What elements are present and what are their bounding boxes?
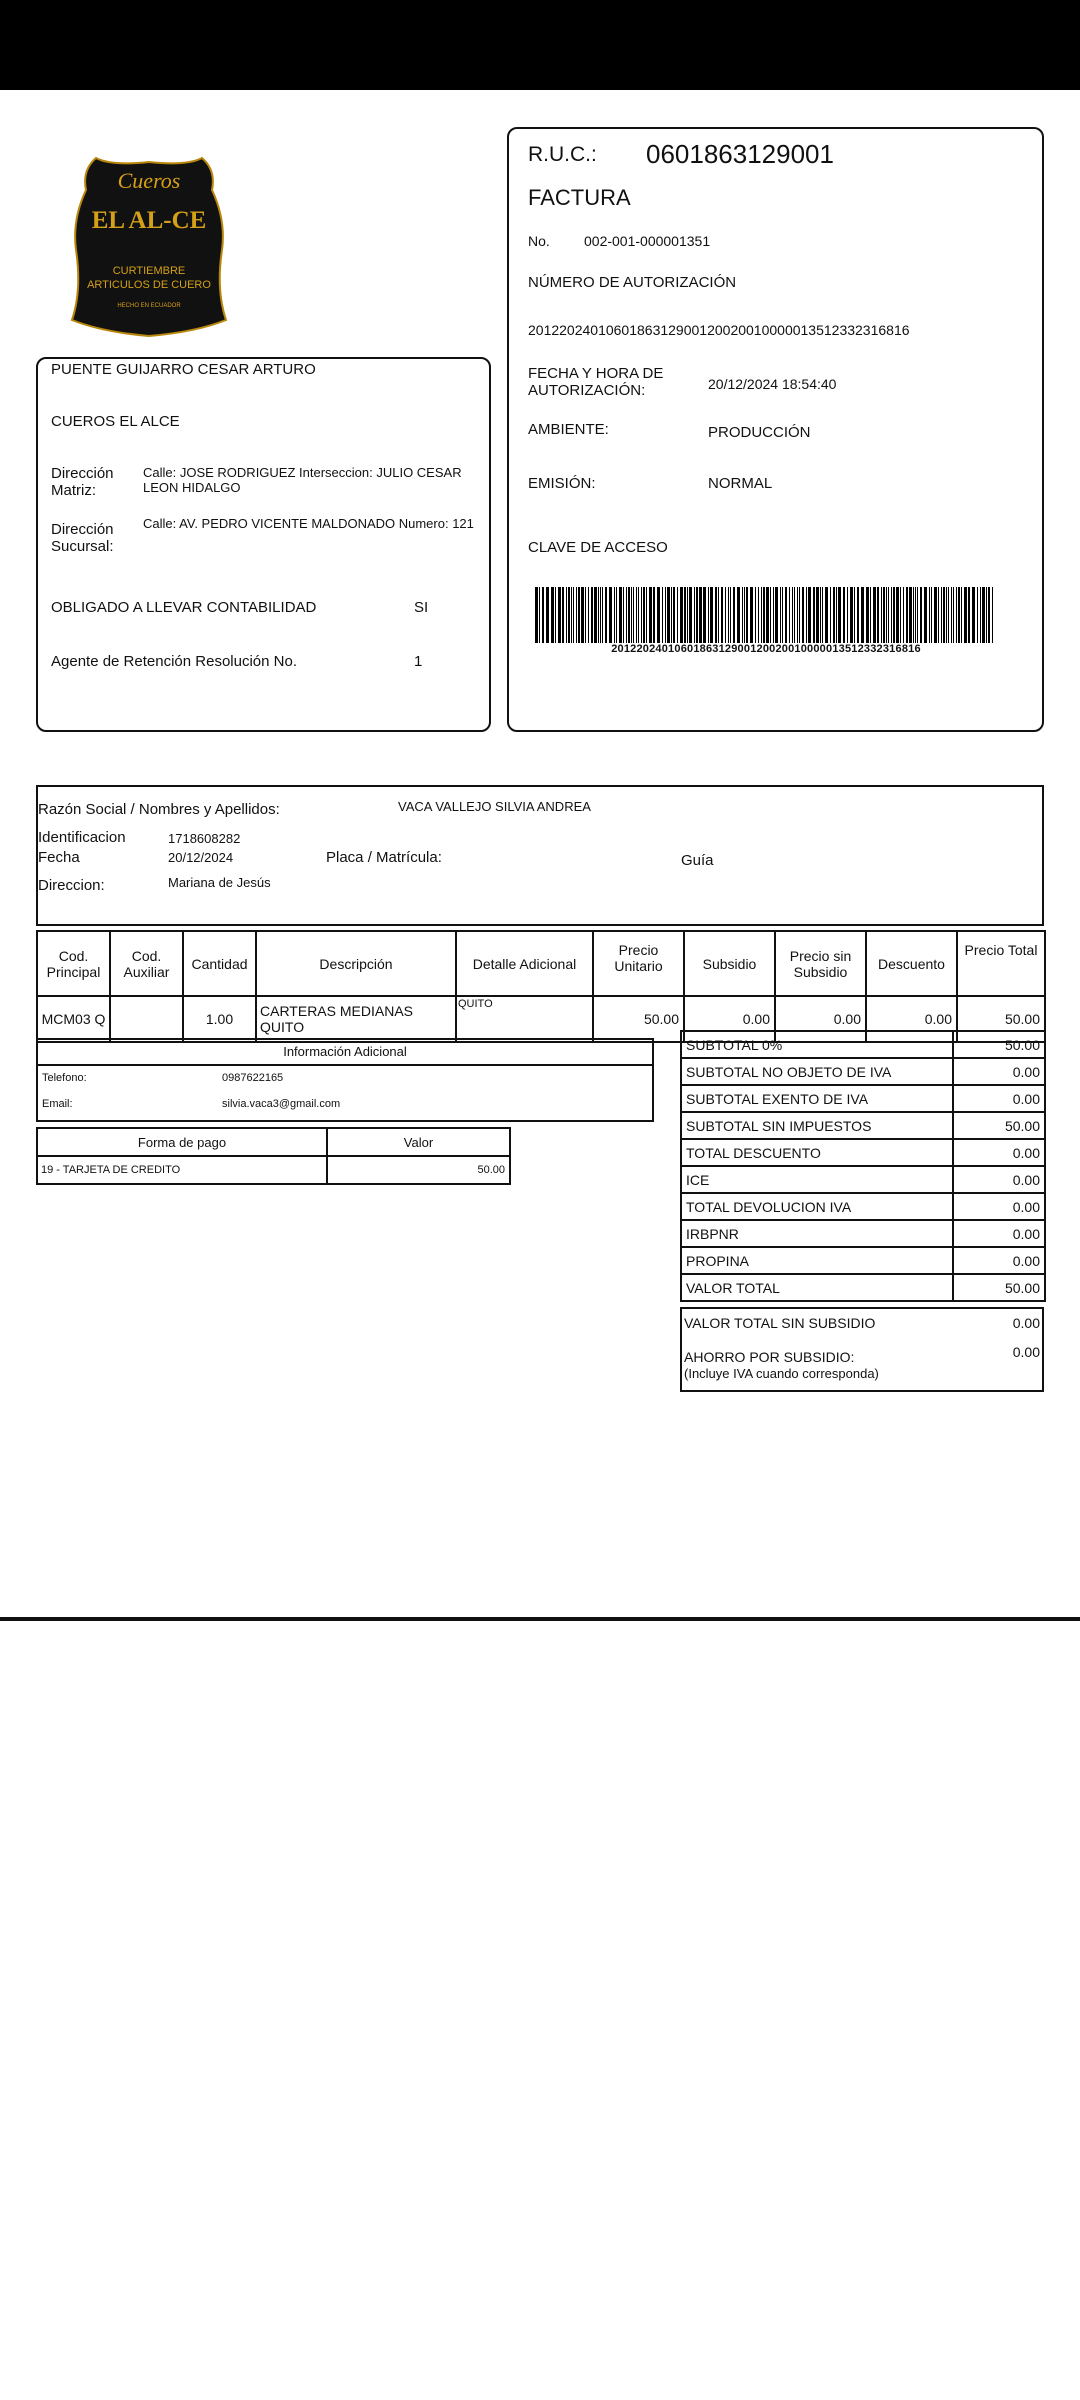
totals-value: 0.00 [953, 1085, 1045, 1112]
barcode-bar [755, 587, 756, 643]
dir-matriz-label: Dirección Matriz: [51, 465, 114, 499]
barcode-bar [728, 587, 729, 643]
barcode-bar [671, 587, 672, 643]
totals-label: IRBPNR [681, 1220, 953, 1247]
barcode-bar [822, 587, 823, 643]
barcode-bar [657, 587, 660, 643]
contab-value: SI [414, 599, 429, 616]
barcode-bar [797, 587, 798, 643]
barcode-bar [653, 587, 655, 643]
barcode-bar [551, 587, 554, 643]
id-label: Identificacion [38, 829, 126, 846]
barcode-bar [766, 587, 769, 643]
barcode-bar [758, 587, 759, 643]
barcode-bar [665, 587, 666, 643]
emision-label: EMISIÓN: [528, 475, 596, 492]
logo-line2: EL AL-CE [91, 207, 207, 234]
barcode-bar [903, 587, 904, 643]
barcode-bar [725, 587, 726, 643]
payment-col2: Valor [327, 1128, 510, 1156]
barcode-bar [785, 587, 787, 643]
cell-subsidio: 0.00 [684, 996, 775, 1042]
barcode-bar [953, 587, 954, 643]
logo-line1: Cueros [117, 168, 181, 193]
barcode-bar [799, 587, 800, 643]
totals-label: PROPINA [681, 1247, 953, 1274]
barcode-bar [710, 587, 713, 643]
guia-label: Guía [681, 852, 714, 869]
totals-label: TOTAL DESCUENTO [681, 1139, 953, 1166]
barcode-bar [913, 587, 914, 643]
totals-value: 0.00 [953, 1247, 1045, 1274]
barcode-bar [802, 587, 804, 643]
totals-row [681, 1139, 1045, 1166]
barcode-bar [689, 587, 692, 643]
barcode-bar [938, 587, 939, 643]
barcode-bar [988, 587, 990, 643]
barcode-bar [585, 587, 586, 643]
cell-descripcion: CARTERAS MEDIANAS QUITO [256, 996, 456, 1042]
barcode-bar [958, 587, 960, 643]
payment-amount: 50.00 [327, 1156, 510, 1184]
barcode-bar [602, 587, 603, 643]
barcode-bar [576, 587, 577, 643]
barcode-text: 2012202401060186312900120020010000013512332316816 [611, 643, 921, 655]
header-descripcion: Descripción [256, 931, 456, 996]
barcode-bar [581, 587, 584, 643]
barcode-bar [946, 587, 947, 643]
barcode-bar [870, 587, 871, 643]
totals-row [681, 1085, 1045, 1112]
barcode-bar [886, 587, 887, 643]
issuer-trade-name: CUEROS EL ALCE [51, 413, 180, 430]
barcode-bar [900, 587, 901, 643]
tel-value: 0987622165 [222, 1072, 284, 1084]
barcode-bar [598, 587, 599, 643]
barcode-bar [623, 587, 624, 643]
barcode-bar [761, 587, 762, 643]
header-cod-auxiliar: Cod. Auxiliar [110, 931, 183, 996]
totals-label: SUBTOTAL EXENTO DE IVA [681, 1085, 953, 1112]
barcode-bar [881, 587, 882, 643]
barcode-bar [982, 587, 985, 643]
barcode-bar [830, 587, 831, 643]
barcode-bar [605, 587, 607, 643]
barcode-bar [866, 587, 869, 643]
barcode-bar [850, 587, 853, 643]
barcode-bar [956, 587, 957, 643]
barcode-bar [718, 587, 719, 643]
barcode-bar [792, 587, 793, 643]
barcode-bar [896, 587, 899, 643]
barcode-bar [992, 587, 993, 643]
clave-label: CLAVE DE ACCESO [528, 539, 668, 556]
barcode-bar [836, 587, 837, 643]
items-table [36, 930, 1046, 1043]
cell-detalle: QUITO [456, 996, 593, 1042]
barcode-bar [931, 587, 932, 643]
emision-value: NORMAL [708, 475, 773, 492]
barcode-bar [888, 587, 889, 643]
barcode-bar [977, 587, 978, 643]
barcode-bar [594, 587, 597, 643]
barcode-bar [806, 587, 807, 643]
barcode-bar [680, 587, 683, 643]
barcode-bar [980, 587, 981, 643]
info-title: Información Adicional [38, 1040, 652, 1066]
barcode-bar [703, 587, 706, 643]
totals-value: 0.00 [953, 1166, 1045, 1193]
totals-value: 0.00 [953, 1220, 1045, 1247]
barcode-bar [972, 587, 975, 643]
cell-descuento: 0.00 [866, 996, 957, 1042]
direccion-label: Direccion: [38, 877, 105, 894]
barcode-bar [546, 587, 549, 643]
barcode-bar [782, 587, 783, 643]
barcode-bar [566, 587, 567, 643]
no-value: 002-001-000001351 [584, 233, 711, 249]
issuer-name: PUENTE GUIJARRO CESAR ARTURO [51, 361, 316, 378]
ambiente-label: AMBIENTE: [528, 421, 609, 438]
barcode-bar [578, 587, 580, 643]
barcode-bar [558, 587, 561, 643]
barcode-bar [861, 587, 864, 643]
barcode [535, 587, 997, 643]
barcode-bar [631, 587, 632, 643]
barcode-bar [571, 587, 572, 643]
tel-label: Telefono: [42, 1072, 87, 1084]
barcode-bar [542, 587, 544, 643]
barcode-bar [643, 587, 645, 643]
barcode-bar [961, 587, 962, 643]
payment-table [36, 1127, 511, 1185]
payment-col1: Forma de pago [37, 1128, 327, 1156]
totals-row [681, 1247, 1045, 1274]
top-bar [0, 0, 1080, 90]
barcode-bar [929, 587, 930, 643]
barcode-bar [838, 587, 841, 643]
totals-table [680, 1030, 1046, 1302]
header-detalle: Detalle Adicional [456, 931, 593, 996]
totals-row [681, 1274, 1045, 1301]
barcode-bar [708, 587, 709, 643]
barcode-bar [808, 587, 811, 643]
barcode-bar [816, 587, 819, 643]
barcode-bar [619, 587, 622, 643]
dir-sucursal-label: Dirección Sucursal: [51, 521, 114, 555]
subsidy-box [680, 1307, 1044, 1392]
barcode-bar [673, 587, 675, 643]
barcode-bar [742, 587, 743, 643]
customer-box [36, 785, 1044, 926]
totals-label: TOTAL DEVOLUCION IVA [681, 1193, 953, 1220]
barcode-bar [941, 587, 942, 643]
barcode-bar [677, 587, 678, 643]
barcode-bar [820, 587, 821, 643]
razon-label: Razón Social / Nombres y Apellidos: [38, 801, 280, 818]
ruc-value: 0601863129001 [646, 139, 834, 169]
cell-precio-total: 50.00 [957, 996, 1045, 1042]
barcode-bar [730, 587, 731, 643]
totals-value: 0.00 [953, 1193, 1045, 1220]
barcode-bar [662, 587, 663, 643]
razon-value: VACA VALLEJO SILVIA ANDREA [398, 799, 591, 814]
barcode-bar [883, 587, 885, 643]
barcode-bar [694, 587, 695, 643]
cell-cantidad: 1.00 [183, 996, 256, 1042]
barcode-bar [609, 587, 612, 643]
ambiente-value: PRODUCCIÓN [708, 424, 811, 441]
barcode-bar [943, 587, 945, 643]
leather-logo [66, 150, 232, 342]
barcode-bar [626, 587, 627, 643]
barcode-bar [667, 587, 670, 643]
barcode-bar [964, 587, 967, 643]
contab-label: OBLIGADO A LLEVAR CONTABILIDAD [51, 599, 317, 616]
retencion-value: 1 [414, 653, 423, 670]
totals-label: SUBTOTAL SIN IMPUESTOS [681, 1112, 953, 1139]
barcode-bar [986, 587, 987, 643]
barcode-bar [948, 587, 949, 643]
totals-label: ICE [681, 1166, 953, 1193]
barcode-bar [794, 587, 795, 643]
direccion-value: Mariana de Jesús [168, 875, 271, 890]
totals-label: SUBTOTAL 0% [681, 1031, 953, 1058]
barcode-bar [843, 587, 845, 643]
logo-line5: HECHO EN ECUADOR [117, 303, 181, 309]
totals-row [681, 1031, 1045, 1058]
barcode-bar [968, 587, 970, 643]
ruc-label: R.U.C.: [528, 143, 597, 166]
items-header-row [37, 931, 1045, 996]
barcode-bar [646, 587, 647, 643]
retencion-label: Agente de Retención Resolución No. [51, 653, 297, 670]
barcode-bar [775, 587, 778, 643]
barcode-bar [847, 587, 848, 643]
no-label: No. [528, 233, 550, 249]
email-value: silvia.vaca3@gmail.com [222, 1098, 341, 1110]
logo-line4: ARTICULOS DE CUERO [87, 279, 211, 291]
fecha-label: Fecha [38, 849, 80, 866]
barcode-bar [915, 587, 916, 643]
cell-precio-sin-subsidio: 0.00 [775, 996, 866, 1042]
header-precio-total: Precio Total [957, 931, 1045, 996]
barcode-bar [873, 587, 876, 643]
barcode-bar [573, 587, 574, 643]
totals-value: 0.00 [953, 1139, 1045, 1166]
barcode-bar [614, 587, 615, 643]
barcode-bar [924, 587, 927, 643]
barcode-bar [555, 587, 556, 643]
barcode-bar [616, 587, 617, 643]
cell-precio-unitario: 50.00 [593, 996, 684, 1042]
logo-line3: CURTIEMBRE [112, 265, 186, 277]
barcode-bar [539, 587, 540, 643]
header-cod-principal: Cod. Principal [37, 931, 110, 996]
barcode-bar [744, 587, 745, 643]
barcode-bar [535, 587, 538, 643]
auth-label: NÚMERO DE AUTORIZACIÓN [528, 274, 737, 291]
barcode-bar [770, 587, 771, 643]
fecha-auth-label: FECHA Y HORA DE AUTORIZACIÓN: [528, 365, 664, 399]
barcode-bar [733, 587, 735, 643]
ahorro-label: AHORRO POR SUBSIDIO: [684, 1349, 855, 1365]
fecha-auth-value: 20/12/2024 18:54:40 [708, 376, 837, 392]
placa-label: Placa / Matrícula: [326, 849, 442, 866]
barcode-bar [721, 587, 723, 643]
barcode-bar [737, 587, 740, 643]
totals-row [681, 1193, 1045, 1220]
barcode-bar [633, 587, 634, 643]
barcode-bar [857, 587, 859, 643]
barcode-bar [789, 587, 790, 643]
barcode-bar [715, 587, 717, 643]
barcode-bar [636, 587, 637, 643]
barcode-bar [917, 587, 918, 643]
invoice-box [507, 127, 1044, 732]
doc-type: FACTURA [528, 185, 631, 210]
barcode-bar [628, 587, 630, 643]
id-value: 1718608282 [168, 831, 241, 846]
info-box [36, 1038, 654, 1122]
barcode-bar [746, 587, 748, 643]
totals-value: 0.00 [953, 1058, 1045, 1085]
barcode-bar [773, 587, 774, 643]
barcode-bar [951, 587, 952, 643]
totals-value: 50.00 [953, 1274, 1045, 1301]
barcode-bar [649, 587, 652, 643]
fecha-value: 20/12/2024 [168, 850, 234, 865]
barcode-bar [641, 587, 642, 643]
barcode-bar [780, 587, 781, 643]
barcode-bar [854, 587, 855, 643]
auth-value: 2012202401060186312900120020010000013512332316816 [528, 322, 910, 338]
barcode-bar [600, 587, 601, 643]
barcode-bar [591, 587, 593, 643]
barcode-bar [696, 587, 698, 643]
dir-matriz-value: Calle: JOSE RODRIGUEZ Interseccion: JULIO CESAR LEON HIDALGO [143, 465, 462, 495]
ahorro-note: (Incluye IVA cuando corresponda) [684, 1366, 879, 1381]
totals-row [681, 1166, 1045, 1193]
page-divider [0, 1617, 1080, 1621]
barcode-bar [684, 587, 686, 643]
totals-row [681, 1058, 1045, 1085]
payment-method: 19 - TARJETA DE CREDITO [37, 1156, 327, 1184]
header-descuento: Descuento [866, 931, 957, 996]
barcode-bar [750, 587, 753, 643]
barcode-bar [562, 587, 564, 643]
barcode-bar [893, 587, 895, 643]
barcode-bar [568, 587, 570, 643]
barcode-bar [906, 587, 908, 643]
barcode-bar [909, 587, 912, 643]
sin-subsidio-value: 0.00 [1012, 1315, 1040, 1331]
sin-subsidio-label: VALOR TOTAL SIN SUBSIDIO [684, 1315, 876, 1331]
header-precio-sin-subsidio: Precio sin Subsidio [775, 931, 866, 996]
totals-row [681, 1220, 1045, 1247]
header-subsidio: Subsidio [684, 931, 775, 996]
barcode-bar [588, 587, 589, 643]
barcode-bar [687, 587, 688, 643]
totals-row [681, 1112, 1045, 1139]
barcode-bar [891, 587, 892, 643]
cell-cod-auxiliar [110, 996, 183, 1042]
totals-value: 50.00 [953, 1112, 1045, 1139]
cell-cod-principal: MCM03 Q [37, 996, 110, 1042]
totals-label: VALOR TOTAL [681, 1274, 953, 1301]
barcode-bar [763, 587, 765, 643]
barcode-bar [638, 587, 639, 643]
totals-label: SUBTOTAL NO OBJETO DE IVA [681, 1058, 953, 1085]
barcode-bar [934, 587, 937, 643]
header-precio-unitario: Precio Unitario [593, 931, 684, 996]
barcode-bar [813, 587, 815, 643]
email-label: Email: [42, 1098, 73, 1110]
totals-value: 50.00 [953, 1031, 1045, 1058]
barcode-bar [833, 587, 835, 643]
ahorro-value: 0.00 [1012, 1344, 1040, 1360]
barcode-bar [699, 587, 702, 643]
issuer-box [36, 357, 491, 732]
barcode-bar [920, 587, 922, 643]
barcode-bar [825, 587, 828, 643]
barcode-bar [877, 587, 879, 643]
dir-sucursal-value: Calle: AV. PEDRO VICENTE MALDONADO Numero: 121 [143, 516, 474, 531]
header-cantidad: Cantidad [183, 931, 256, 996]
